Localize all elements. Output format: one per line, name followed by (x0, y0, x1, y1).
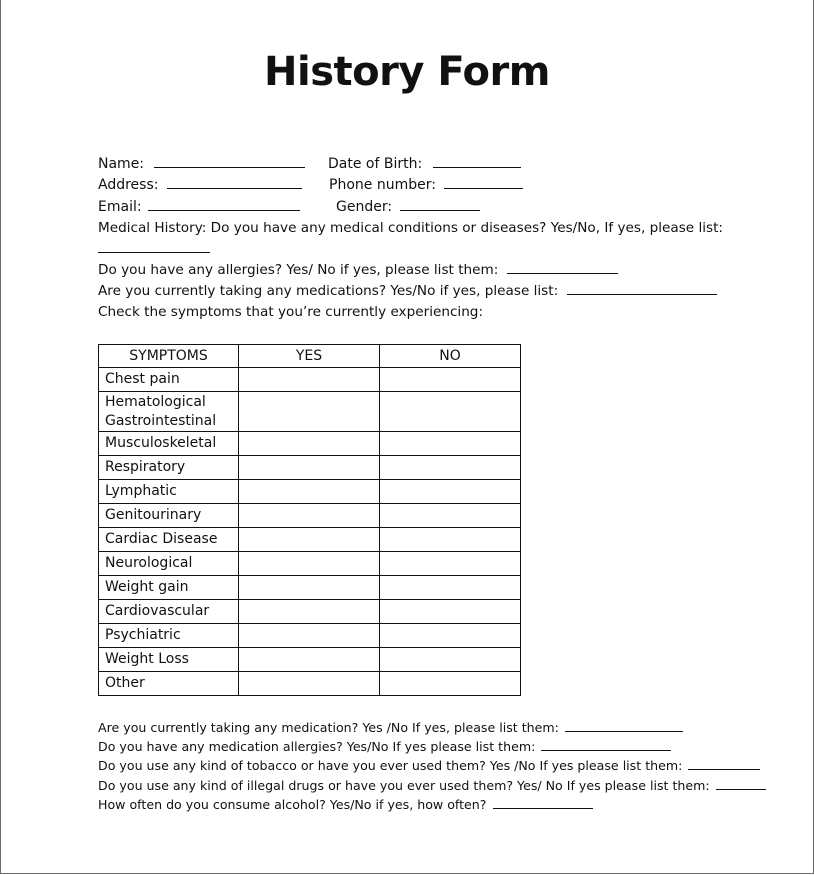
yes-cell[interactable] (239, 480, 380, 504)
medication-question: Are you currently taking any medication? Yes /No If yes, please list them: (98, 720, 559, 735)
tobacco-question: Do you use any kind of tobacco or have you ever used them? Yes /No If yes please list them: (98, 758, 683, 773)
name-field[interactable] (154, 155, 305, 168)
symptoms-table (98, 344, 521, 696)
alcohol-question: How often do you consume alcohol? Yes/No if yes, how often? (98, 797, 487, 812)
yes-cell[interactable] (239, 392, 380, 432)
table-row (99, 456, 521, 480)
table-row (99, 672, 521, 696)
table-row (99, 392, 521, 432)
tobacco-field[interactable] (688, 757, 760, 770)
no-cell[interactable] (380, 624, 521, 648)
medication-allergies-field[interactable] (541, 738, 671, 751)
header-no: NO (380, 345, 521, 368)
table-row (99, 504, 521, 528)
table-row (99, 624, 521, 648)
allergies-field[interactable] (507, 261, 618, 274)
email-field[interactable] (148, 198, 300, 211)
no-cell[interactable] (380, 392, 521, 432)
gender-field[interactable] (400, 198, 480, 211)
no-cell[interactable] (380, 432, 521, 456)
yes-cell[interactable] (239, 504, 380, 528)
gender-label: Gender: (336, 199, 393, 215)
phone-label: Phone number: (329, 177, 436, 193)
table-row (99, 648, 521, 672)
no-cell[interactable] (380, 528, 521, 552)
allergies-question: Do you have any allergies? Yes/ No if yes, please list them: (98, 262, 499, 278)
medication-allergies-question: Do you have any medication allergies? Yes/No If yes please list them: (98, 739, 536, 754)
table-header-row (99, 345, 521, 368)
alcohol-field[interactable] (493, 796, 593, 809)
alcohol-row (98, 796, 593, 814)
gender-row (336, 198, 480, 216)
symptom-label: Neurological (99, 552, 239, 576)
no-cell[interactable] (380, 672, 521, 696)
medications-field[interactable] (567, 282, 717, 295)
no-cell[interactable] (380, 648, 521, 672)
symptom-label: Cardiac Disease (99, 528, 239, 552)
table-row (99, 368, 521, 392)
email-label: Email: (98, 199, 142, 215)
yes-cell[interactable] (239, 456, 380, 480)
no-cell[interactable] (380, 576, 521, 600)
symptom-label: Weight gain (99, 576, 239, 600)
page-title: History Form (264, 49, 550, 95)
symptom-label: Cardiovascular (99, 600, 239, 624)
yes-cell[interactable] (239, 624, 380, 648)
symptom-label: Chest pain (99, 368, 239, 392)
name-row (98, 155, 305, 173)
no-cell[interactable] (380, 456, 521, 480)
allergies-row (98, 261, 618, 279)
email-row (98, 198, 300, 216)
medication-field[interactable] (565, 719, 683, 732)
yes-cell[interactable] (239, 672, 380, 696)
table-row (99, 480, 521, 504)
yes-cell[interactable] (239, 432, 380, 456)
medical-history-question: Medical History: Do you have any medical conditions or diseases? Yes/No, If yes, please list: (98, 220, 724, 236)
yes-cell[interactable] (239, 648, 380, 672)
medication-allergies-row (98, 738, 671, 756)
table-row (99, 432, 521, 456)
symptom-label: Musculoskeletal (99, 432, 239, 456)
symptom-label: Lymphatic (99, 480, 239, 504)
medication-question-row (98, 719, 683, 737)
symptom-label: Respiratory (99, 456, 239, 480)
yes-cell[interactable] (239, 528, 380, 552)
drugs-field[interactable] (716, 777, 766, 790)
no-cell[interactable] (380, 368, 521, 392)
dob-field[interactable] (433, 155, 521, 168)
table-row (99, 552, 521, 576)
medications-row (98, 282, 717, 300)
symptom-label: Psychiatric (99, 624, 239, 648)
no-cell[interactable] (380, 480, 521, 504)
medical-history-row (98, 240, 210, 258)
table-row (99, 528, 521, 552)
symptoms-intro: Check the symptoms that you’re currently experiencing: (98, 304, 484, 320)
drugs-question: Do you use any kind of illegal drugs or have you ever used them? Yes/ No If yes please list them: (98, 778, 710, 793)
tobacco-row (98, 757, 760, 775)
dob-row (328, 155, 521, 173)
symptom-label: Other (99, 672, 239, 696)
medical-history-field[interactable] (98, 240, 210, 253)
yes-cell[interactable] (239, 600, 380, 624)
drugs-row (98, 777, 766, 795)
dob-label: Date of Birth: (328, 156, 423, 172)
phone-row (329, 176, 523, 194)
header-symptoms: SYMPTOMS (99, 345, 239, 368)
name-label: Name: (98, 156, 145, 172)
address-row (98, 176, 302, 194)
yes-cell[interactable] (239, 368, 380, 392)
address-label: Address: (98, 177, 159, 193)
yes-cell[interactable] (239, 576, 380, 600)
header-yes: YES (239, 345, 380, 368)
table-row (99, 576, 521, 600)
yes-cell[interactable] (239, 552, 380, 576)
medications-question: Are you currently taking any medications? Yes/No if yes, please list: (98, 283, 559, 299)
symptom-label: Genitourinary (99, 504, 239, 528)
no-cell[interactable] (380, 552, 521, 576)
symptom-label: Hematological Gastrointestinal (99, 392, 239, 432)
no-cell[interactable] (380, 600, 521, 624)
phone-field[interactable] (444, 176, 523, 189)
no-cell[interactable] (380, 504, 521, 528)
symptom-label: Weight Loss (99, 648, 239, 672)
address-field[interactable] (167, 176, 302, 189)
table-row (99, 600, 521, 624)
